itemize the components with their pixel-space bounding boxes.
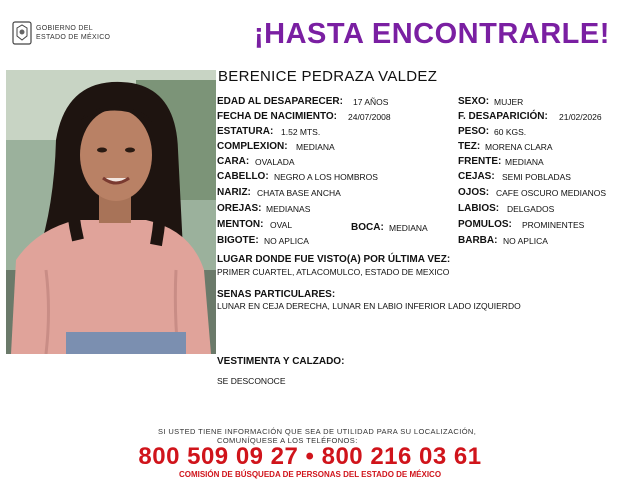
field-value-face: OVALADA (255, 157, 295, 167)
field-value-nose: CHATA BASE ANCHA (257, 188, 341, 198)
field-value-weight: 60 KGS. (494, 127, 527, 137)
gov-line-1: GOBIERNO DEL (36, 25, 93, 32)
clothing-label: VESTIMENTA Y CALZADO: (217, 356, 345, 367)
info-notice-line-1: SI USTED TIENE INFORMACIÓN QUE SEA DE UTILIDAD PARA SU LOCALIZACIÓN, (158, 427, 477, 436)
field-value-hair: NEGRO A LOS HOMBROS (274, 172, 378, 182)
marks-value: LUNAR EN CEJA DERECHA, LUNAR EN LABIO INFERIOR LADO IZQUIERDO (217, 301, 521, 311)
field-label-weight: PESO: (458, 126, 490, 137)
person-name: BERENICE PEDRAZA VALDEZ (218, 68, 438, 85)
person-photo (6, 70, 216, 354)
field-value-lips: DELGADOS (507, 204, 555, 214)
field-label-eyes: OJOS: (458, 187, 490, 198)
field-label-complexion: TEZ: (458, 141, 481, 152)
field-value-sex: MUJER (494, 97, 524, 107)
field-label-lips: LABIOS: (458, 203, 500, 214)
field-value-complexion: MORENA CLARA (485, 142, 553, 152)
field-label-beard: BARBA: (458, 235, 498, 246)
field-label-face: CARA: (217, 156, 250, 167)
field-value-build: MEDIANA (296, 142, 335, 152)
field-value-mouth: MEDIANA (389, 223, 428, 233)
phone-numbers[interactable]: 800 509 09 27 • 800 216 03 61 (138, 443, 482, 470)
field-value-height: 1.52 MTS. (281, 127, 321, 137)
field-value-mustache: NO APLICA (264, 236, 309, 246)
field-label-age: EDAD AL DESAPARECER: (217, 96, 343, 107)
field-label-hair: CABELLO: (217, 171, 269, 182)
field-value-beard: NO APLICA (503, 236, 548, 246)
field-label-forehead: FRENTE: (458, 156, 502, 167)
field-value-ears: MEDIANAS (266, 204, 311, 214)
field-label-mouth: BOCA: (351, 222, 384, 233)
field-label-chin: MENTON: (217, 219, 264, 230)
field-label-build: COMPLEXION: (217, 141, 288, 152)
field-label-height: ESTATURA: (217, 126, 274, 137)
field-value-eyes: CAFE OSCURO MEDIANOS (496, 188, 607, 198)
field-value-cheekbones: PROMINENTES (522, 220, 585, 230)
field-label-cheekbones: POMULOS: (458, 219, 512, 230)
last-seen-value: PRIMER CUARTEL, ATLACOMULCO, ESTADO DE MEXICO (217, 267, 450, 277)
gov-line-2: ESTADO DE MÉXICO (36, 34, 111, 41)
government-logo (10, 20, 120, 46)
field-value-birthdate: 24/07/2008 (348, 112, 391, 122)
marks-label: SENAS PARTICULARES: (217, 289, 336, 300)
field-label-eyebrows: CEJAS: (458, 171, 495, 182)
last-seen-label: LUGAR DONDE FUE VISTO(A) POR ÚLTIMA VEZ: (217, 254, 451, 265)
headline: ¡HASTA ENCONTRARLE! (254, 18, 610, 50)
field-value-age: 17 AÑOS (353, 97, 389, 107)
commission-name: COMISIÓN DE BÚSQUEDA DE PERSONAS DEL ESTADO DE MÉXICO (178, 470, 442, 479)
clothing-value: SE DESCONOCE (217, 376, 286, 386)
info-notice-line-2: COMUNÍQUESE A LOS TELÉFONOS: (217, 436, 358, 445)
field-label-nose: NARIZ: (217, 187, 251, 198)
field-value-chin: OVAL (270, 220, 293, 230)
field-label-sex: SEXO: (458, 96, 490, 107)
state-emblem-icon (10, 20, 34, 46)
field-label-ears: OREJAS: (217, 203, 262, 214)
field-label-disappearance-date: F. DESAPARICIÓN: (458, 111, 548, 122)
field-label-birthdate: FECHA DE NACIMIENTO: (217, 111, 337, 122)
field-value-disappearance-date: 21/02/2026 (559, 112, 602, 122)
field-label-mustache: BIGOTE: (217, 235, 259, 246)
field-value-eyebrows: SEMI POBLADAS (502, 172, 571, 182)
field-value-forehead: MEDIANA (505, 157, 544, 167)
